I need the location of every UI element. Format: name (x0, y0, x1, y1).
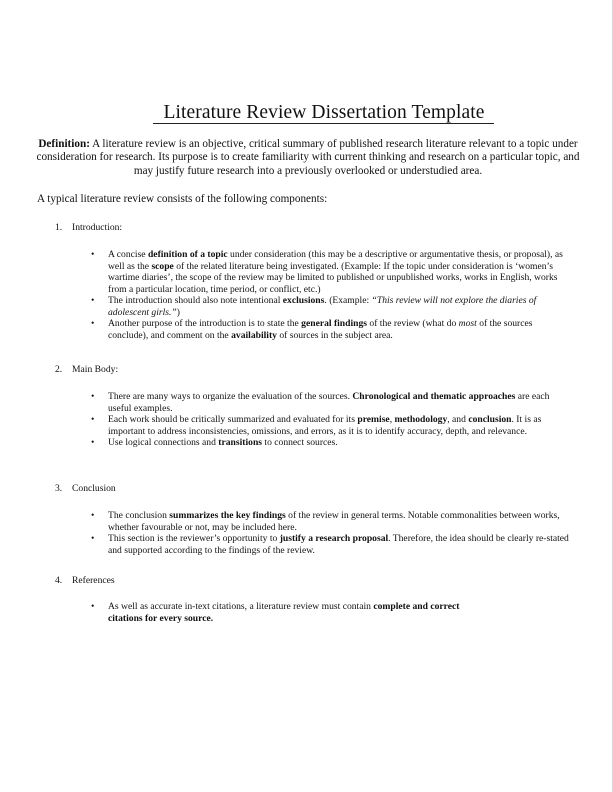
bullet-icon: • (91, 295, 95, 306)
list-item (89, 601, 489, 624)
italic-example: “This review will not explore the diaries of adolescent girls.” (108, 295, 537, 318)
introduction-bullet-list (89, 249, 569, 341)
text-run: . It is as important to address inconsistencies, omissions, and errors, as it is to identify accuracy, depth, and relevance. (108, 414, 542, 437)
section-number: 4. (55, 575, 63, 586)
text-run: are each useful examples. (108, 391, 550, 414)
list-item (89, 510, 569, 533)
main-body-bullet-list (89, 391, 569, 449)
document-title: Literature Review Dissertation Template (163, 102, 485, 123)
bold-term: summarizes the key findings (169, 510, 286, 521)
text-run: , (389, 414, 395, 425)
italic-term: most (458, 318, 477, 329)
text-run: , and (447, 414, 469, 425)
bullet-icon: • (91, 249, 95, 260)
section-number: 1. (55, 222, 63, 233)
bullet-icon: • (91, 510, 95, 521)
definition-text: A literature review is an objective, critical summary of published research literature relevant to a topic under consideration for research. Its purpose is to create familiarity with current thinking and research on a particular topic, and may justify future research into a previously overlooked or understudied area. (36, 138, 580, 177)
bullet-icon: • (91, 391, 95, 402)
text-run: The conclusion (108, 510, 170, 521)
section-heading-main-body (55, 364, 118, 376)
bold-term: premise (357, 414, 390, 425)
bold-term: conclusion (468, 414, 512, 425)
section-heading-introduction (55, 222, 122, 234)
references-bullet-list (89, 601, 489, 624)
bullet-icon: • (91, 318, 95, 329)
list-item (89, 295, 569, 318)
bold-term: justify a research proposal (279, 533, 389, 544)
bold-term: complete and correct citations for every source. (108, 601, 460, 624)
bold-term: methodology (394, 414, 448, 425)
bold-term: Chronological and thematic approaches (352, 391, 516, 402)
definition-paragraph (34, 138, 582, 178)
text-run: There are many ways to organize the evaluation of the sources. (108, 391, 353, 402)
section-title: Conclusion (72, 483, 116, 494)
list-item (89, 414, 569, 437)
list-item (89, 533, 569, 556)
section-heading-conclusion (55, 483, 116, 495)
bullet-icon: • (91, 414, 95, 425)
bold-term: availability (231, 329, 277, 341)
bold-term: scope (151, 260, 174, 272)
bullet-icon: • (91, 601, 95, 612)
text-run: As well as accurate in-text citations, a literature review must contain (108, 601, 374, 612)
text-run: of the related literature being investigated. (Example: If the topic under consideration is ‘women’s wartime diaries’, the scope of the review may be limited to published or unpublished works, works in English, works from a particular location, time period, or conflict, etc.) (108, 260, 558, 295)
text-run: under consideration (this may be a descriptive or argumentative thesis, or proposal), as well as the (108, 249, 563, 272)
title-underline (153, 123, 494, 124)
text-run: Use logical connections and (108, 437, 219, 448)
text-run: of the review in general terms. Notable commonalities between works, whether favourable or not, may be included here. (108, 510, 560, 533)
text-run: to connect sources. (262, 437, 338, 448)
section-title: Introduction: (72, 222, 123, 233)
text-run: of the sources conclude), and comment on the (108, 318, 533, 341)
definition-label: Definition: (38, 138, 90, 150)
text-run: Another purpose of the introduction is to state the (108, 318, 302, 329)
text-run: A concise (108, 249, 148, 260)
components-intro: A typical literature review consists of the following components: (37, 193, 328, 205)
list-item (89, 391, 569, 414)
bold-term: exclusions (282, 295, 325, 306)
list-item (89, 249, 569, 295)
text-run: . Therefore, the idea should be clearly re-stated and supported according to the findings of the review. (108, 533, 569, 556)
bullet-icon: • (91, 437, 95, 448)
bold-term: transitions (218, 437, 263, 448)
text-run: This section is the reviewer’s opportunity to (108, 533, 280, 544)
text-run: of the review (what do (367, 318, 459, 329)
bullet-icon: • (91, 533, 95, 544)
section-number: 2. (55, 364, 63, 375)
list-item (89, 437, 569, 449)
text-run: . (Example: (324, 295, 372, 306)
bold-term: general findings (301, 318, 368, 329)
text-run: Each work should be critically summarized and evaluated for its (108, 414, 358, 425)
text-run: ) (176, 306, 180, 318)
list-item (89, 318, 569, 341)
conclusion-bullet-list (89, 510, 569, 556)
text-run: The introduction should also note intentional (108, 295, 283, 306)
text-run: of sources in the subject area. (276, 329, 393, 341)
section-title: Main Body: (72, 364, 119, 375)
section-heading-references (55, 575, 115, 587)
section-number: 3. (55, 483, 63, 494)
bold-term: definition of a topic (147, 249, 228, 260)
section-title: References (72, 575, 115, 586)
